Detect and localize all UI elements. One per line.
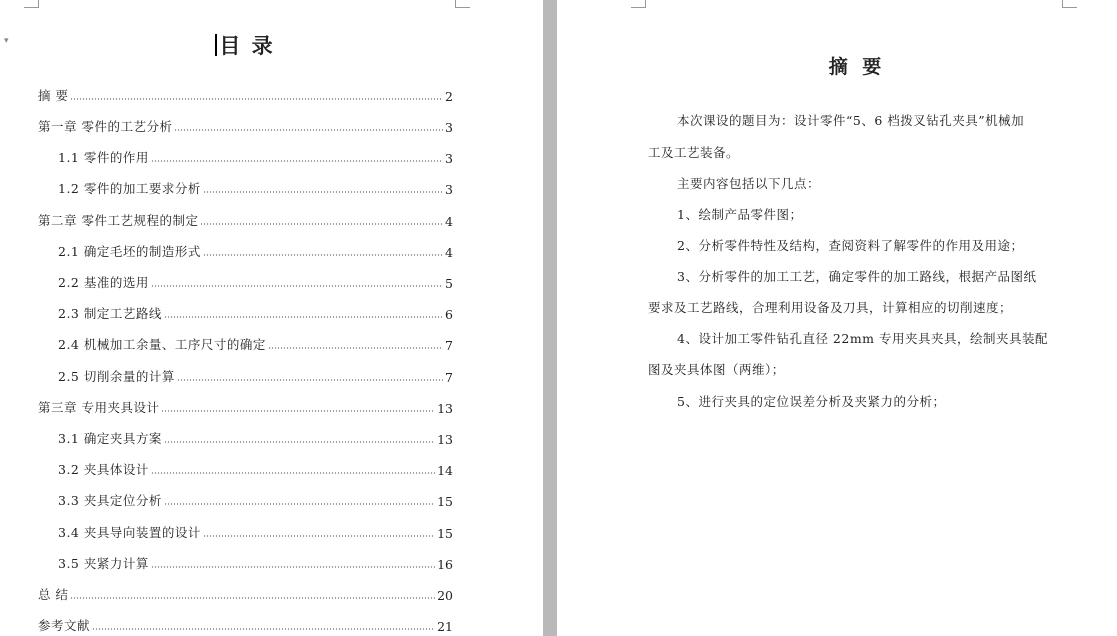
abstract-line: 4、设计加工零件钻孔直径 22mm 专用夹具夹具，绘制夹具装配 — [677, 331, 1049, 346]
toc-entry-page: 13 — [437, 401, 453, 416]
dot-leader — [151, 566, 435, 568]
dot-leader — [203, 535, 435, 537]
crop-mark-top-left — [24, 0, 39, 8]
dot-leader — [268, 347, 443, 349]
toc-entry[interactable] — [58, 242, 453, 260]
toc-entry-title: 2.4 机械加工余量、工序尺寸的确定 — [58, 337, 266, 352]
dot-leader — [174, 129, 443, 131]
toc-entry-title: 第三章 专用夹具设计 — [38, 400, 160, 415]
toc-entry-page: 14 — [437, 463, 453, 478]
toc-entry-page: 20 — [437, 588, 453, 603]
toc-entry[interactable] — [38, 398, 453, 416]
toc-entry[interactable] — [58, 460, 453, 478]
toc-entry-title: 第二章 零件工艺规程的制定 — [38, 213, 199, 228]
dot-leader — [70, 597, 435, 599]
abstract-line: 要求及工艺路线，合理利用设备及刀具，计算相应的切削速度； — [648, 300, 1013, 315]
toc-entry-page: 21 — [437, 619, 453, 634]
crop-mark-top-right — [1062, 0, 1077, 8]
toc-entry[interactable] — [58, 554, 453, 572]
dot-leader — [203, 191, 443, 193]
toc-entry-page: 15 — [437, 526, 453, 541]
dot-leader — [177, 379, 443, 381]
toc-entry[interactable] — [38, 211, 453, 229]
abstract-line: 图及夹具体图（两维）； — [648, 362, 785, 377]
toc-entry-title: 摘 要 — [38, 88, 69, 103]
page-gutter — [543, 0, 557, 636]
toc-entry-page: 6 — [445, 307, 453, 322]
toc-entry[interactable] — [58, 523, 453, 541]
toc-entry[interactable] — [58, 273, 453, 291]
toc-entry-page: 4 — [445, 245, 453, 260]
abstract-line: 主要内容包括以下几点： — [677, 176, 821, 191]
dot-leader — [151, 285, 443, 287]
abstract-title: 摘 要 — [828, 56, 886, 78]
toc-entry-title: 第一章 零件的工艺分析 — [38, 119, 173, 134]
toc-entry-title: 2.5 切削余量的计算 — [58, 369, 175, 384]
toc-entry[interactable] — [58, 179, 453, 197]
dot-leader — [92, 628, 435, 630]
toc-entry[interactable] — [38, 616, 453, 634]
toc-entry[interactable] — [38, 86, 453, 104]
toc-entry-title: 1.1 零件的作用 — [58, 150, 149, 165]
dot-leader — [200, 223, 443, 225]
toc-entry-page: 7 — [445, 338, 453, 353]
dot-leader — [164, 503, 435, 505]
toc-entry-title: 3.1 确定夹具方案 — [58, 431, 162, 446]
dot-leader — [151, 472, 435, 474]
toc-entry-title: 参考文献 — [38, 618, 91, 633]
toc-entry[interactable] — [38, 117, 453, 135]
toc-entry[interactable] — [58, 491, 453, 509]
abstract-line: 工及工艺装备。 — [648, 145, 740, 160]
dot-leader — [203, 254, 443, 256]
toc-entry-page: 3 — [445, 182, 453, 197]
toc-entry-page: 15 — [437, 494, 453, 509]
toc-entry-page: 16 — [437, 557, 453, 572]
toc-entry[interactable] — [58, 367, 453, 385]
toc-title: 目 录 — [0, 30, 490, 60]
crop-mark-top-left — [631, 0, 646, 8]
toc-entry-title: 总 结 — [38, 587, 69, 602]
toc-entry-title: 2.1 确定毛坯的制造形式 — [58, 244, 201, 259]
toc-entry-page: 4 — [445, 214, 453, 229]
document-page-toc — [0, 0, 543, 636]
toc-entry-page: 2 — [445, 89, 453, 104]
dot-leader — [164, 441, 435, 443]
toc-entry[interactable] — [58, 148, 453, 166]
text-cursor — [215, 34, 217, 56]
toc-entry-page: 13 — [437, 432, 453, 447]
toc-entry-title: 3.3 夹具定位分析 — [58, 493, 162, 508]
abstract-line: 1、绘制产品零件图； — [677, 207, 803, 222]
toc-entry-page: 7 — [445, 370, 453, 385]
toc-entry[interactable] — [58, 335, 453, 353]
dot-leader — [164, 316, 443, 318]
toc-entry-title: 3.5 夹紧力计算 — [58, 556, 149, 571]
toc-entry[interactable] — [58, 429, 453, 447]
toc-entry-page: 3 — [445, 151, 453, 166]
document-page-abstract — [557, 0, 1117, 636]
toc-entry-title: 3.4 夹具导向装置的设计 — [58, 525, 201, 540]
toc-entry-title: 3.2 夹具体设计 — [58, 462, 149, 477]
toc-entry-page: 3 — [445, 120, 453, 135]
abstract-line: 3、分析零件的加工工艺，确定零件的加工路线，根据产品图纸 — [677, 269, 1037, 284]
abstract-line: 2、分析零件特性及结构，查阅资料了解零件的作用及用途； — [677, 238, 1024, 253]
dot-leader — [70, 98, 443, 100]
toc-entry-title: 1.2 零件的加工要求分析 — [58, 181, 201, 196]
toc-entry-title: 2.3 制定工艺路线 — [58, 306, 162, 321]
dot-leader — [151, 160, 443, 162]
toc-entry-page: 5 — [445, 276, 453, 291]
toc-entry[interactable] — [38, 585, 453, 603]
dot-leader — [161, 410, 435, 412]
toc-entry-title: 2.2 基准的选用 — [58, 275, 149, 290]
collapse-arrow-icon[interactable]: ▾ — [4, 36, 9, 46]
crop-mark-top-right — [455, 0, 470, 8]
abstract-line: 本次课设的题目为：设计零件“5、6 档拨叉钻孔夹具”机械加 — [677, 113, 1025, 128]
abstract-line: 5、进行夹具的定位误差分析及夹紧力的分析； — [677, 394, 946, 409]
toc-entry[interactable] — [58, 304, 453, 322]
